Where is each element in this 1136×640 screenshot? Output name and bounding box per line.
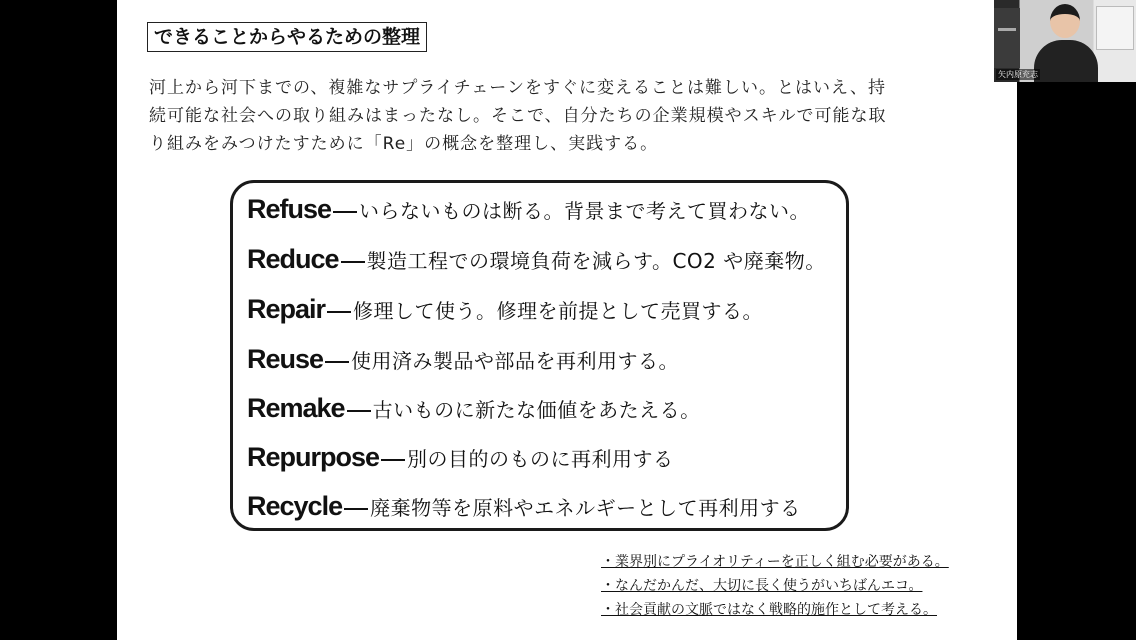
video-shelf <box>994 8 1020 68</box>
re-concepts-box <box>230 180 849 531</box>
underscore-separator <box>341 239 365 263</box>
re-item-repair <box>247 289 763 329</box>
re-description: 古いものに新たな価値をあたえる。 <box>372 397 701 422</box>
underscore-separator <box>327 289 351 313</box>
video-window <box>1096 6 1134 50</box>
re-item-remake <box>247 388 701 428</box>
underscore-separator <box>381 437 405 461</box>
participant-name: 矢内原充志 <box>998 70 1038 79</box>
underscore-separator <box>344 486 368 510</box>
re-item-reuse <box>247 339 679 379</box>
re-term: Repurpose <box>247 441 380 472</box>
note-item: ・なんだかんだ、大切に長く使うがいちばんエコ。 <box>601 578 923 594</box>
re-item-refuse <box>247 189 810 229</box>
intro-paragraph <box>149 74 979 158</box>
re-item-repurpose <box>247 437 674 477</box>
re-item-reduce <box>247 239 826 279</box>
re-term: Recycle <box>247 490 343 521</box>
presentation-slide <box>117 0 1017 640</box>
re-description: 廃棄物等を原料やエネルギーとして再利用する <box>370 495 801 520</box>
re-description: 使用済み製品や部品を再利用する。 <box>351 348 680 373</box>
underscore-separator <box>347 388 371 412</box>
underscore-separator <box>333 189 357 213</box>
participant-body <box>1034 40 1098 82</box>
re-term: Reduce <box>247 243 339 274</box>
note-item: ・業界別にプライオリティーを正しく組む必要がある。 <box>601 554 949 570</box>
intro-line: り組みをみつけたすために「Re」の概念を整理し、実践する。 <box>149 134 659 154</box>
re-description: 別の目的のものに再利用する <box>407 446 674 471</box>
slide-title: できることからやるための整理 <box>147 22 427 52</box>
re-description: いらないものは断る。背景まで考えて買わない。 <box>359 198 811 223</box>
re-item-recycle <box>247 486 801 526</box>
intro-line: 続可能な社会への取り組みはまったなし。そこで、自分たちの企業規模やスキルで可能な取 <box>149 106 887 126</box>
notes-list <box>601 550 949 622</box>
re-description: 修理して使う。修理を前提として売買する。 <box>353 298 764 323</box>
re-term: Repair <box>247 293 326 324</box>
re-description: 製造工程での環境負荷を減らす。CO2 や廃棄物。 <box>366 248 826 273</box>
participant-video-tile[interactable] <box>994 0 1136 82</box>
participant-head <box>1050 4 1080 38</box>
re-term: Refuse <box>247 193 332 224</box>
re-term: Remake <box>247 392 345 423</box>
underscore-separator <box>325 339 349 363</box>
re-term: Reuse <box>247 343 324 374</box>
video-shelf-detail <box>998 28 1016 31</box>
intro-line: 河上から河下までの、複雑なサプライチェーンをすぐに変えることは難しい。とはいえ、持 <box>149 78 886 98</box>
note-item: ・社会貢献の文脈ではなく戦略的施作として考える。 <box>601 602 937 618</box>
